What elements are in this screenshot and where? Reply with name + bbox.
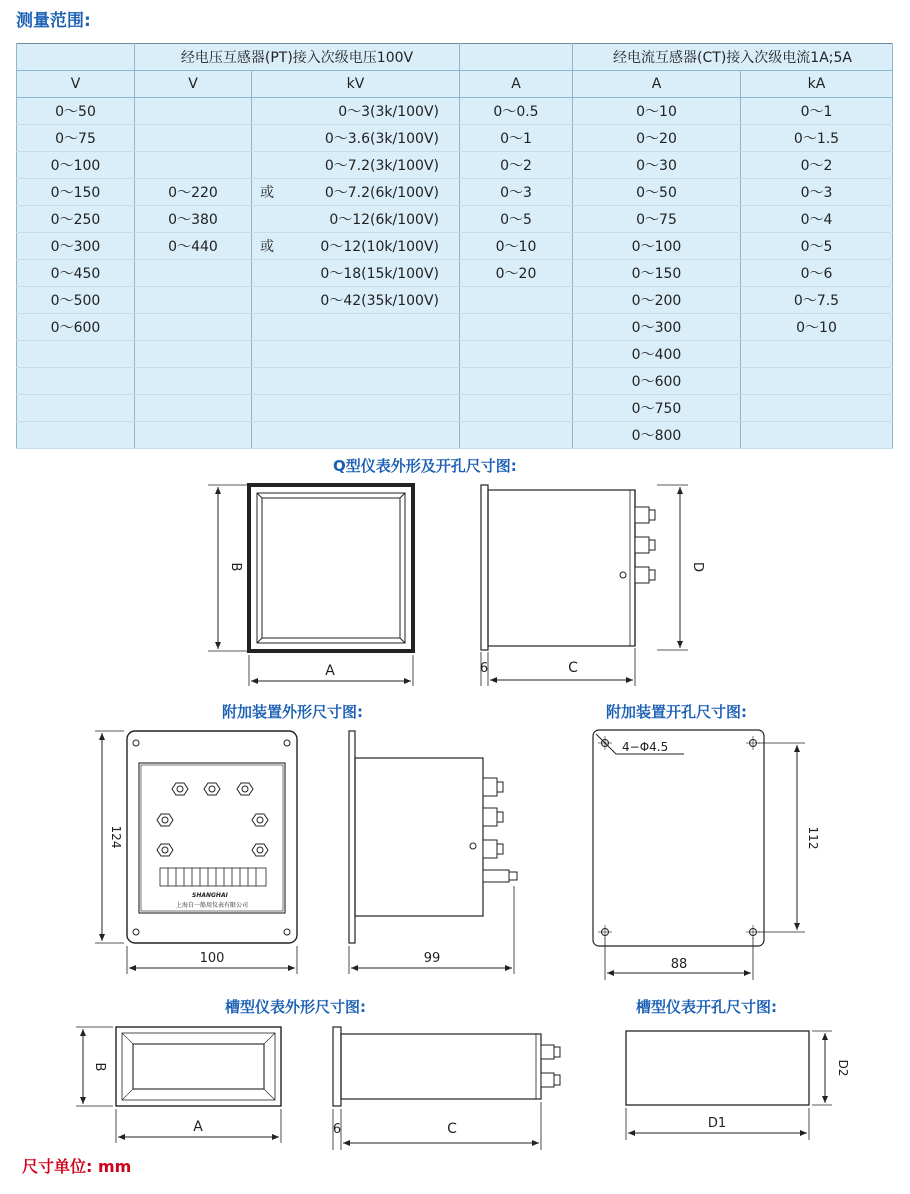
cell-ct-ka: 0～1.5 — [741, 125, 893, 152]
q-dim-6: 6 — [479, 661, 489, 676]
cell-ct-ka: 0～5 — [741, 233, 893, 260]
cell-direct-a: 0～3 — [460, 179, 573, 206]
attach-dim-99: 99 — [423, 951, 441, 966]
cell-ct-a: 0～20 — [573, 125, 741, 152]
kv-value: 0～12(6k/100V) — [329, 212, 439, 228]
slot-side-dimensions — [333, 1102, 541, 1150]
cell-ct-a: 0～400 — [573, 341, 741, 368]
attach-company-label: 上海自一船用仪表有限公司 — [175, 902, 249, 909]
kv-value: 0～12(10k/100V) — [320, 239, 439, 255]
q-front-view — [208, 485, 413, 686]
cell-direct-v: 0～250 — [17, 206, 135, 233]
attach-terminal-strip — [160, 868, 266, 886]
cell-direct-a: 0～20 — [460, 260, 573, 287]
cell-ct-a: 0～10 — [573, 98, 741, 125]
unit-cell: kV — [252, 71, 460, 98]
cutout-hole-label: 4−Φ4.5 — [622, 740, 669, 754]
cell-direct-v: 0～450 — [17, 260, 135, 287]
cell-ct-ka: 0～4 — [741, 206, 893, 233]
or-label: 或 — [260, 185, 274, 201]
header-pt-group: 经电压互感器(PT)接入次级电压100V — [135, 44, 460, 71]
cell-ct-ka: 0～3 — [741, 179, 893, 206]
attach-side-terminals — [483, 778, 517, 882]
slot-dim-c: C — [447, 1121, 457, 1137]
attach-cutout-title: 附加装置开孔尺寸图: — [606, 703, 747, 721]
unit-cell: kA — [741, 71, 893, 98]
cell-ct-ka: 0～10 — [741, 314, 893, 341]
attach-hex-terminals — [157, 783, 268, 856]
cell-direct-v: 0～75 — [17, 125, 135, 152]
cell-direct-a: 0～0.5 — [460, 98, 573, 125]
cell-ct-ka: 0～6 — [741, 260, 893, 287]
cell-direct-v: 0～50 — [17, 98, 135, 125]
cell-ct-ka: 0～2 — [741, 152, 893, 179]
kv-value: 0～7.2(3k/100V) — [324, 158, 439, 174]
cell-ct-a: 0～800 — [573, 422, 741, 449]
cell-direct-a: 0～10 — [460, 233, 573, 260]
dimension-unit-note: 尺寸单位: mm — [22, 1157, 132, 1176]
cell-pt-v: 0～440 — [135, 233, 252, 260]
cell-ct-ka: 0～7.5 — [741, 287, 893, 314]
attach-side-view — [349, 731, 483, 943]
cell-ct-a: 0～200 — [573, 287, 741, 314]
cell-ct-a: 0～300 — [573, 314, 741, 341]
slot-dim-6: 6 — [332, 1122, 342, 1137]
cell-direct-a: 0～5 — [460, 206, 573, 233]
kv-value: 0～18(15k/100V) — [320, 266, 439, 282]
header-ct-group: 经电流互感器(CT)接入次级电流1A;5A — [573, 44, 893, 71]
kv-value: 0～3(3k/100V) — [338, 104, 439, 120]
q-dim-b: B — [228, 562, 243, 572]
cell-ct-ka: 0～1 — [741, 98, 893, 125]
attach-cutout-view — [593, 730, 805, 980]
page-heading: 测量范围: — [16, 11, 91, 31]
cell-direct-v: 0～300 — [17, 233, 135, 260]
slot-front-view — [76, 1027, 281, 1143]
slot-side-terminals — [541, 1045, 560, 1087]
attach-logo: SHANGHAI — [192, 892, 228, 899]
unit-cell: A — [573, 71, 741, 98]
slot-side-view — [333, 1027, 541, 1106]
attach-outline-title: 附加装置外形尺寸图: — [222, 703, 363, 721]
slot-dim-b: B — [92, 1062, 107, 1072]
unit-cell: V — [17, 71, 135, 98]
slot-cutout-view — [626, 1031, 832, 1140]
cutout-dim-88: 88 — [670, 957, 688, 972]
cell-ct-a: 0～600 — [573, 368, 741, 395]
q-dim-a: A — [325, 663, 335, 679]
cell-direct-a: 0～1 — [460, 125, 573, 152]
q-side-dimensions — [481, 485, 688, 686]
q-dim-d: D — [690, 561, 705, 573]
kv-value: 0～42(35k/100V) — [320, 293, 439, 309]
slot-dim-d1: D1 — [707, 1116, 727, 1131]
unit-cell: A — [460, 71, 573, 98]
cell-pt-v: 0～220 — [135, 179, 252, 206]
cell-direct-v: 0～600 — [17, 314, 135, 341]
cell-pt-v: 0～380 — [135, 206, 252, 233]
q-type-title: Q型仪表外形及开孔尺寸图: — [333, 457, 517, 475]
cell-ct-a: 0～75 — [573, 206, 741, 233]
slot-outline-title: 槽型仪表外形尺寸图: — [225, 998, 366, 1016]
q-terminals — [635, 507, 655, 583]
unit-cell: V — [135, 71, 252, 98]
cell-ct-a: 0～150 — [573, 260, 741, 287]
kv-value: 0～7.2(6k/100V) — [324, 185, 439, 201]
cell-direct-v: 0～100 — [17, 152, 135, 179]
cell-ct-a: 0～100 — [573, 233, 741, 260]
cell-direct-v: 0～150 — [17, 179, 135, 206]
q-dim-c: C — [568, 660, 578, 676]
attach-dim-100: 100 — [199, 951, 225, 966]
slot-cutout-title: 槽型仪表开孔尺寸图: — [636, 998, 777, 1016]
attach-front-view — [127, 731, 297, 943]
cell-direct-v: 0～500 — [17, 287, 135, 314]
cell-ct-a: 0～50 — [573, 179, 741, 206]
attach-dim-124: 124 — [109, 825, 123, 849]
or-label: 或 — [260, 239, 274, 255]
slot-dim-a: A — [193, 1119, 203, 1135]
slot-dim-d2: D2 — [836, 1059, 850, 1077]
kv-value: 0～3.6(3k/100V) — [324, 131, 439, 147]
q-side-view — [481, 485, 635, 650]
cell-ct-a: 0～30 — [573, 152, 741, 179]
cell-ct-a: 0～750 — [573, 395, 741, 422]
cutout-dim-112: 112 — [806, 826, 820, 850]
cell-direct-a: 0～2 — [460, 152, 573, 179]
